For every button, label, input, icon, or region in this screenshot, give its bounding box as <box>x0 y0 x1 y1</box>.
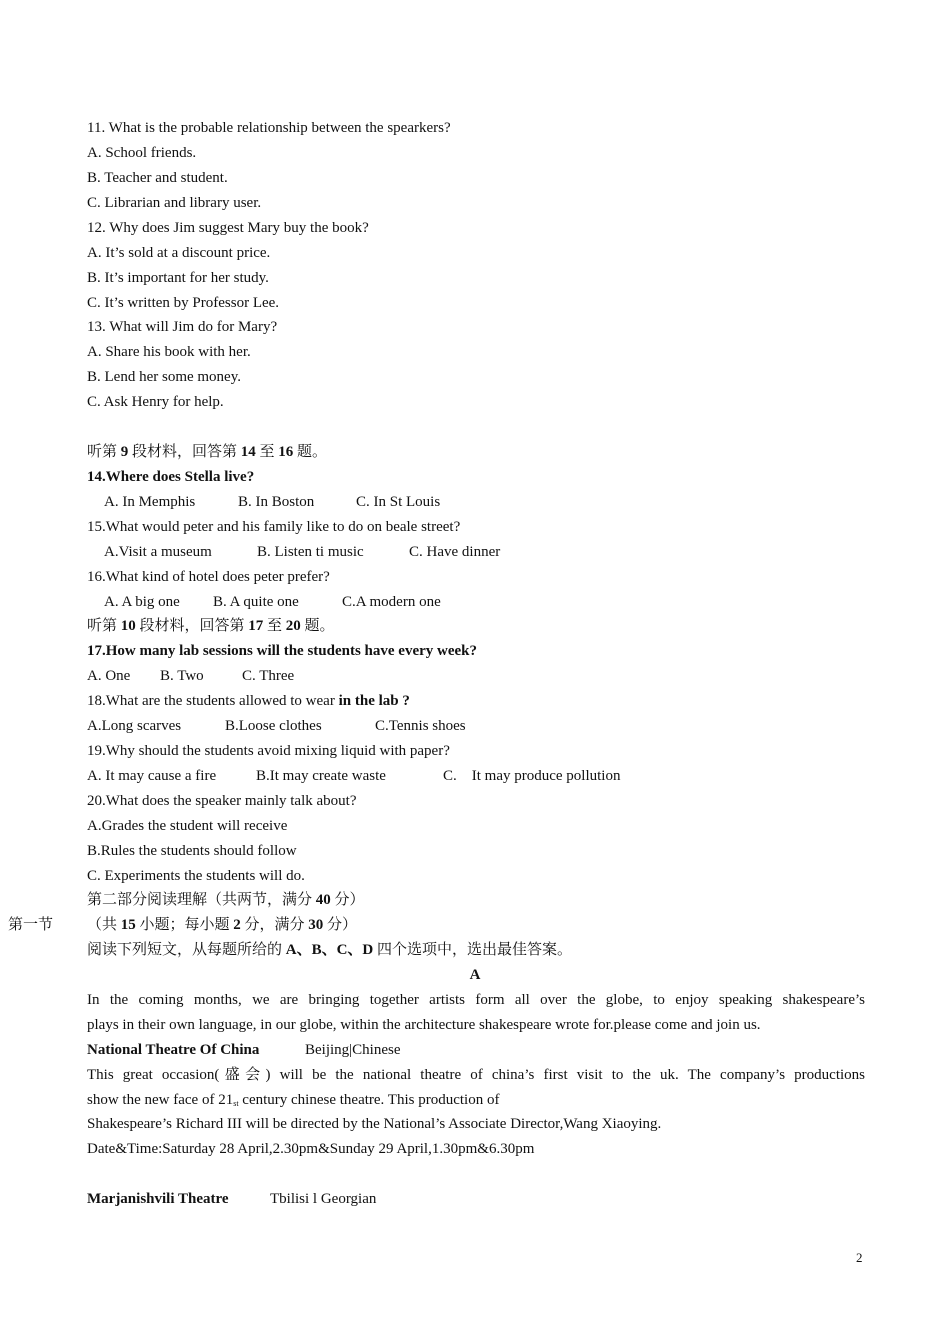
question-12-option-a: A. It’s sold at a discount price. <box>87 245 271 261</box>
question-12-stem: 12. Why does Jim suggest Mary buy the book? <box>87 220 369 236</box>
question-18-stem: 18.What are the students allowed to wear in the lab ? <box>87 693 410 709</box>
reading-instruction: 阅读下列短文，从每题所给的 A、B、C、D 四个选项中，选出最佳答案。 <box>87 942 573 958</box>
theatre-1-line-2: show the new face of 21st century chinese theatre. This production of <box>87 1092 500 1108</box>
passage-intro-line-1: In the coming months, we are bringing together artists form all over the globe, to enjoy speaking shakespeare’s <box>87 992 865 1008</box>
section-1-info: （共 15 小题；每小题 2 分，满分 30 分） <box>87 917 358 933</box>
question-11-stem: 11. What is the probable relationship between the spearkers? <box>87 120 451 136</box>
question-12-option-c: C. It’s written by Professor Lee. <box>87 295 280 311</box>
question-18-options: A.Long scarves B.Loose clothes C.Tennis shoes <box>87 718 466 734</box>
question-13-option-a: A. Share his book with her. <box>87 344 251 360</box>
question-16-options: A. A big one B. A quite one C.A modern one <box>104 594 441 610</box>
question-14-stem: 14.Where does Stella live? <box>87 469 255 485</box>
theatre-1-line-3: Shakespeare’s Richard III will be directed by the National’s Associate Director,Wang Xiaoying. <box>87 1116 662 1132</box>
theatre-1-date: Date&Time:Saturday 28 April,2.30pm&Sunday 29 April,1.30pm&6.30pm <box>87 1141 535 1157</box>
section-9-instruction: 听第 9 段材料，回答第 14 至 16 题。 <box>87 444 328 460</box>
question-17-stem: 17.How many lab sessions will the students have every week? <box>87 643 478 659</box>
question-19-options: A. It may cause a fire B.It may create waste C. It may produce pollution <box>87 768 621 784</box>
question-11-option-b: B. Teacher and student. <box>87 170 228 186</box>
question-20-option-b: B.Rules the students should follow <box>87 843 297 859</box>
question-15-stem: 15.What would peter and his family like to do on beale street? <box>87 519 461 535</box>
question-20-option-c: C. Experiments the students will do. <box>87 868 305 884</box>
section-1-label: 第一节 <box>8 917 54 933</box>
question-20-stem: 20.What does the speaker mainly talk about? <box>87 793 357 809</box>
question-11-option-c: C. Librarian and library user. <box>87 195 262 211</box>
theatre-1-header: National Theatre Of China Beijing|Chinese <box>87 1042 401 1058</box>
question-14-options: A. In Memphis B. In Boston C. In St Louis <box>104 494 441 510</box>
question-12-option-b: B. It’s important for her study. <box>87 270 269 286</box>
question-13-stem: 13. What will Jim do for Mary? <box>87 319 278 335</box>
question-13-option-b: B. Lend her some money. <box>87 369 241 385</box>
passage-intro-line-2: plays in their own language, in our globe, within the architecture shakespeare wrote for.please come and join us. <box>87 1017 761 1033</box>
question-11-option-a: A. School friends. <box>87 145 197 161</box>
question-19-stem: 19.Why should the students avoid mixing liquid with paper? <box>87 743 450 759</box>
theatre-2-header: Marjanishvili Theatre Tbilisi l Georgian <box>87 1191 377 1207</box>
theatre-1-line-1: This great occasion(盛会) will be the national theatre of china’s first visit to the uk. The company’s productions <box>87 1067 865 1083</box>
question-13-option-c: C. Ask Henry for help. <box>87 394 224 410</box>
section-10-instruction: 听第 10 段材料，回答第 17 至 20 题。 <box>87 618 335 634</box>
question-20-option-a: A.Grades the student will receive <box>87 818 288 834</box>
question-16-stem: 16.What kind of hotel does peter prefer? <box>87 569 330 585</box>
passage-heading: A <box>469 967 481 983</box>
page-number: 2 <box>856 1250 863 1265</box>
question-15-options: A.Visit a museum B. Listen ti music C. Have dinner <box>104 544 501 560</box>
question-17-options: A. One B. Two C. Three <box>87 668 295 684</box>
part-2-title: 第二部分阅读理解（共两节，满分 40 分） <box>87 892 365 908</box>
